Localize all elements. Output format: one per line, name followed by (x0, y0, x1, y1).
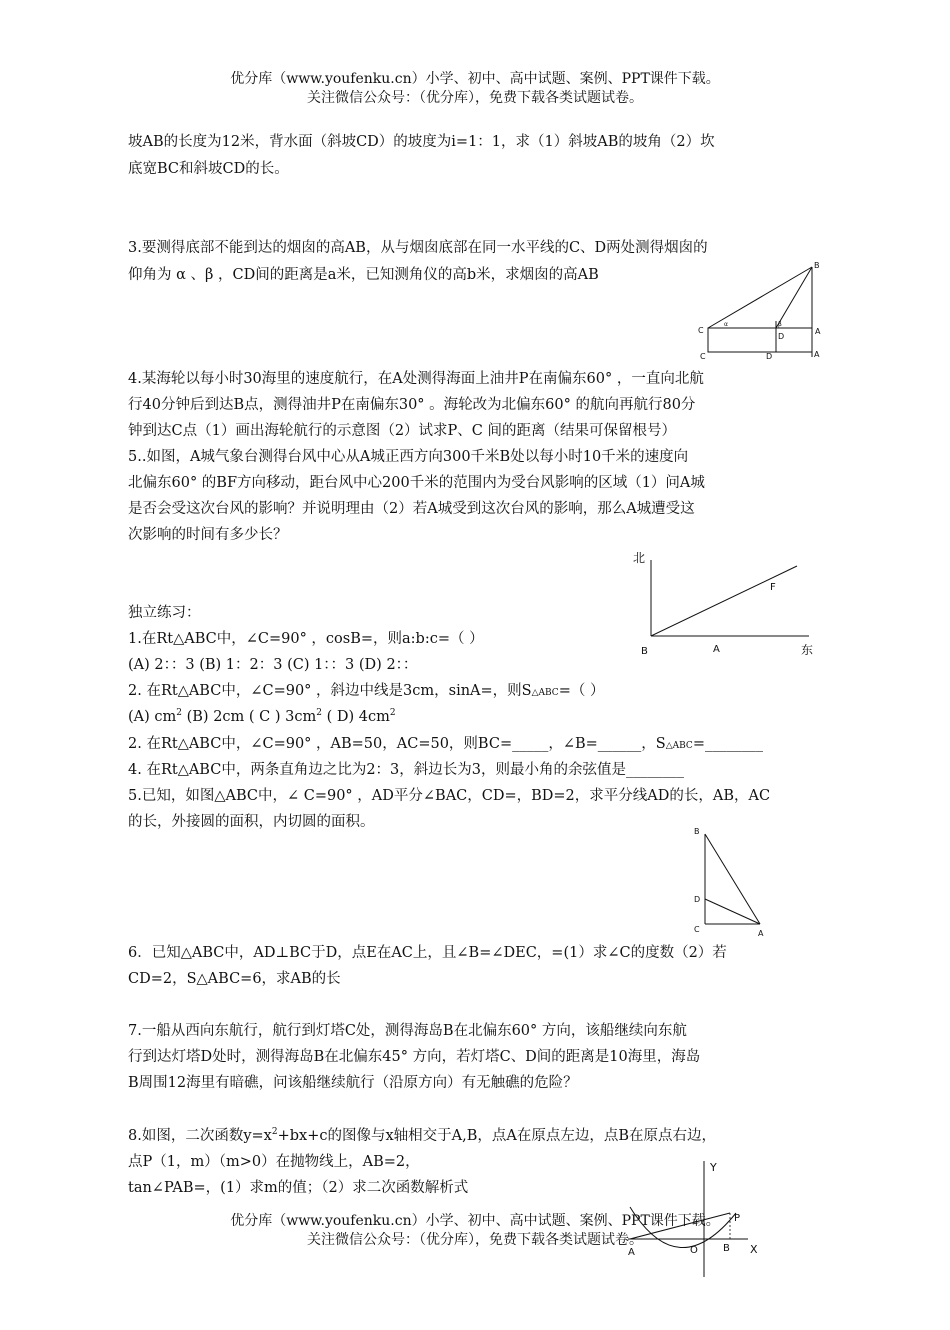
exercise-1-line: 1.在Rt△ABC中，∠C=90° ，cosB=，则a:b:c=（ ） (128, 631, 484, 647)
exercise-7-line: 行到达灯塔D处时，测得海岛B在北偏东45° 方向，若灯塔C、D间的距离是10海里，海岛 (128, 1049, 701, 1065)
footer-line-1: 优分库（www.youfenku.cn）小学、初中、高中试题、案例、PPT课件下载。 (230, 1213, 720, 1229)
problem-5-line: 是否会受这次台风的影响？并说明理由（2）若A城受到这次台风的影响，那么A城遭受这 (128, 501, 695, 517)
label-c: C (698, 326, 704, 335)
label-east: 东 (801, 643, 814, 657)
sight-line-d (776, 267, 812, 328)
header-line-1: 优分库（www.youfenku.cn）小学、初中、高中试题、案例、PPT课件下载。 (230, 71, 720, 87)
typhoon-diagram (625, 546, 825, 661)
sight-line-c (708, 267, 812, 328)
label-north: 北 (633, 551, 646, 565)
label-b: B (694, 827, 700, 836)
problem-5-line: 北偏东60° 的BF方向移动，距台风中心200千米的范围内为受台风影响的区域（1）问A城 (128, 475, 705, 491)
label-beta: β (778, 321, 782, 328)
exercise-2-line: 2. 在Rt△ABC中，∠C=90° ，斜边中线是3cm，sinA=，则S△ABC=（ ） (128, 683, 605, 699)
label-a: A (713, 644, 720, 655)
label-p: P (734, 1213, 741, 1224)
exercise-6-line: CD=2，S△ABC=6，求AB的长 (128, 971, 341, 987)
footer-line-2: 关注微信公众号：（优分库），免费下载各类试题试卷。 (307, 1232, 643, 1248)
label-alpha: α (724, 321, 728, 328)
ground-box (708, 328, 812, 352)
text-line: 底宽BC和斜坡CD的长。 (128, 161, 289, 177)
section-heading: 独立练习： (128, 605, 201, 621)
problem-3-line: 3.要测得底部不能到达的烟囱的高AB，从与烟囱底部在同一水平线的C、D两处测得烟囱的 (128, 240, 708, 256)
path-bf (651, 566, 797, 636)
exercise-7-line: 7.一船从西向东航行，航行到灯塔C处，测得海岛B在北偏东60° 方向，该船继续向东航 (128, 1023, 687, 1039)
bisector-ad (705, 899, 760, 924)
exercise-8-line: tan∠PAB=，(1）求m的值；（2）求二次函数解析式 (128, 1180, 469, 1196)
label-b: B (723, 1243, 730, 1254)
label-b: B (641, 646, 648, 657)
label-y: Y (710, 1161, 717, 1174)
exercise-5-line: 5.已知，如图△ABC中，∠ C=90° ，AD平分∠BAC，CD=，BD=2，求平分线AD的长，AB，AC (128, 788, 771, 804)
exercise-8-line: 8.如图，二次函数$y=x^2+bx+c$的图像与x轴相交于A,B，点A在原点左边，点B在原点右边， (128, 1127, 717, 1144)
header-line-2: 关注微信公众号：（优分库），免费下载各类试题试卷。 (307, 90, 643, 106)
problem-5-line: 次影响的时间有多少长？ (128, 527, 288, 543)
label-o: O (690, 1245, 698, 1256)
exercise-5-line: 的长，外接圆的面积，内切圆的面积。 (128, 814, 375, 830)
text-line: 坡AB的长度为12米，背水面（斜坡CD）的坡度为i=1：1，求（1）斜坡AB的坡角（2）坎 (128, 134, 715, 150)
exercise-8-line: 点P（1，m）（m>0）在抛物线上，AB=2， (128, 1154, 420, 1170)
label-c2: C (700, 352, 706, 361)
exercise-2-options: (A) $cm^2$ (B) 2cm ( C ) $3cm^2$ ( D) $4cm^2$ (128, 708, 396, 725)
label-x: X (750, 1243, 758, 1256)
exercise-3-line: 2. 在Rt△ABC中，∠C=90° ，AB=50，AC=50，则BC=_____，∠B=______，S△ABC=________ (128, 736, 763, 752)
problem-3-line: 仰角为 α 、β ，CD间的距离是a米，已知测角仪的高b米，求烟囱的高AB (128, 267, 599, 283)
exercise-1-options: (A) 2：：3 (B) 1：2：3 (C) 1：：3 (D) 2：： (128, 657, 418, 673)
problem-4-line: 4.某海轮以每小时30海里的速度航行，在A处测得海面上油井P在南偏东60° ，一直向北航 (128, 371, 704, 387)
exercise-7-line: B周围12海里有暗礁，问该船继续航行（沿原方向）有无触礁的危险？ (128, 1075, 578, 1091)
label-a: A (815, 327, 821, 336)
label-d2: D (766, 352, 773, 361)
label-c: C (694, 925, 700, 934)
label-b: B (814, 261, 820, 270)
label-f: F (770, 582, 776, 593)
exercise-4-line: 4. 在Rt△ABC中，两条直角边之比为2：3，斜边长为3，则最小角的余弦值是________ (128, 762, 685, 778)
exercise-6-line: 6．已知△ABC中，AD⊥BC于D，点E在AC上，且∠B=∠DEC，=(1）求∠C的度数（2）若 (128, 945, 727, 961)
label-a2: A (814, 350, 820, 359)
label-d: D (694, 895, 701, 904)
label-a: A (758, 929, 764, 938)
label-a: A (628, 1247, 635, 1258)
problem-4-line: 钟到达C点（1）画出海轮航行的示意图（2）试求P、C 间的距离（结果可保留根号） (128, 423, 677, 439)
side-ab (705, 834, 760, 924)
problem-5-line: 5..如图，A城气象台测得台风中心从A城正西方向300千米B处以每小时10千米的速度向 (128, 449, 689, 465)
chimney-diagram (690, 255, 825, 365)
problem-4-line: 行40分钟后到达B点，测得油井P在南偏东30° 。海轮改为北偏东60° 的航向再航行80分 (128, 397, 696, 413)
label-d: D (778, 332, 785, 341)
triangle-diagram (690, 822, 775, 940)
